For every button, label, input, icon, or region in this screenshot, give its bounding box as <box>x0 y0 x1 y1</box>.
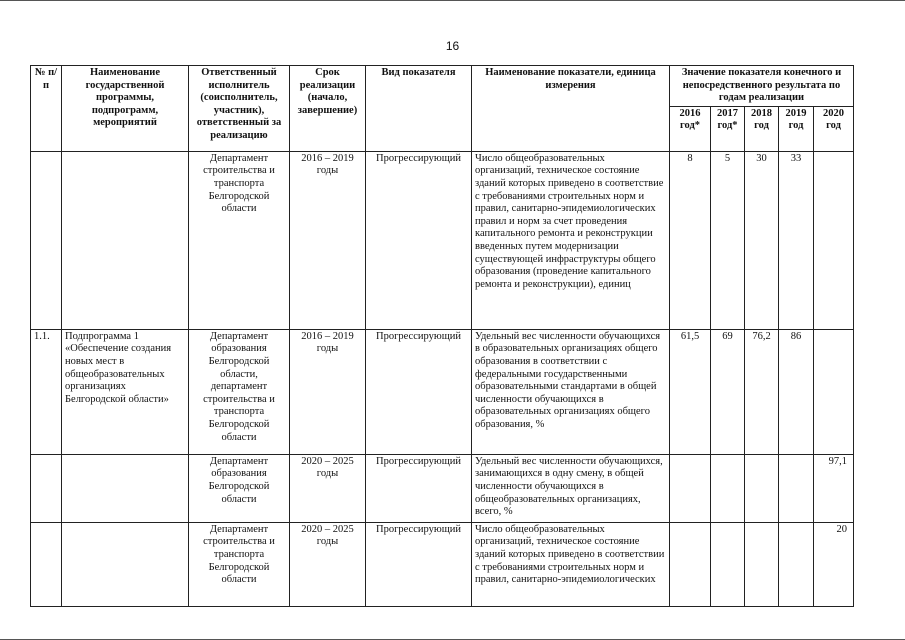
header-year-2019: 2019 год <box>779 106 814 151</box>
row-value-2020: 97,1 <box>814 454 854 522</box>
row-indicator: Число общеобразовательных организаций, техническое состояние зданий которых приведено в соответствие с требованиями строительных норм и правил, санитарно-эпидемиологических правил и норм за счет проведения капитального ремонта и реконструкции введенных путем модернизации существующей инфраструктуры общего образования (проведение капитального ремонта и реконструкции), единиц <box>472 151 670 329</box>
row-indicator: Удельный вес численности обучающихся в образовательных организациях общего образования в соответствии с федеральными государственными образовательными стандартами в общей численности обучающихся в образовательных организациях общего образования, % <box>472 329 670 454</box>
row-kind: Прогрессирующий <box>366 151 472 329</box>
row-value-2017 <box>711 454 745 522</box>
row-value-2016 <box>670 522 711 606</box>
row-num <box>31 151 62 329</box>
row-value-2017 <box>711 522 745 606</box>
row-value-2020 <box>814 151 854 329</box>
row-value-2020 <box>814 329 854 454</box>
row-value-2019 <box>779 454 814 522</box>
header-year-2018: 2018 год <box>745 106 779 151</box>
header-kind: Вид показателя <box>366 66 472 152</box>
table-row <box>31 522 854 606</box>
row-responsible: Департамент строительства и транспорта Белгородской области <box>189 522 290 606</box>
row-num <box>31 454 62 522</box>
table-row <box>31 151 854 329</box>
row-kind: Прогрессирующий <box>366 454 472 522</box>
header-name: Наименование государственной программы, подпрограмм, мероприятий <box>62 66 189 152</box>
row-value-2018 <box>745 454 779 522</box>
row-value-2017: 5 <box>711 151 745 329</box>
row-responsible: Департамент образования Белгородской области <box>189 454 290 522</box>
row-num <box>31 522 62 606</box>
row-value-2018 <box>745 522 779 606</box>
row-value-2017: 69 <box>711 329 745 454</box>
top-scan-line <box>0 0 905 1</box>
row-name <box>62 522 189 606</box>
row-term: 2020 – 2025 годы <box>290 522 366 606</box>
row-kind: Прогрессирующий <box>366 329 472 454</box>
row-name <box>62 454 189 522</box>
row-term: 2016 – 2019 годы <box>290 151 366 329</box>
row-term: 2016 – 2019 годы <box>290 329 366 454</box>
row-responsible: Департамент образования Белгородской области, департамент строительства и транспорта Белгородской области <box>189 329 290 454</box>
table-row <box>31 454 854 522</box>
header-indicator: Наименование показатели, единица измерения <box>472 66 670 152</box>
row-value-2019: 33 <box>779 151 814 329</box>
header-term: Срок реализации (начало, завершение) <box>290 66 366 152</box>
row-responsible: Департамент строительства и транспорта Белгородской области <box>189 151 290 329</box>
row-indicator: Удельный вес численности обучающихся, занимающихся в одну смену, в общей численности обучающихся в общеобразовательных организациях, всего, % <box>472 454 670 522</box>
row-kind: Прогрессирующий <box>366 522 472 606</box>
row-indicator: Число общеобразовательных организаций, техническое состояние зданий которых приведено в соответствии с требованиями строительных норм и правил, санитарно-эпидемиологических <box>472 522 670 606</box>
header-values-group: Значение показателя конечного и непосредственного результата по годам реализации <box>670 66 854 107</box>
row-name: Подпрограмма 1 «Обеспечение создания новых мест в общеобразовательных организациях Белгородской области» <box>62 329 189 454</box>
row-value-2018: 76,2 <box>745 329 779 454</box>
row-num: 1.1. <box>31 329 62 454</box>
row-value-2018: 30 <box>745 151 779 329</box>
row-value-2016: 61,5 <box>670 329 711 454</box>
row-value-2016: 8 <box>670 151 711 329</box>
row-value-2016 <box>670 454 711 522</box>
row-name <box>62 151 189 329</box>
header-year-2020: 2020 год <box>814 106 854 151</box>
header-responsible: Ответственный исполнитель (соисполнитель, участник), ответственный за реализацию <box>189 66 290 152</box>
header-num: № п/п <box>31 66 62 152</box>
row-value-2019: 86 <box>779 329 814 454</box>
header-year-2016: 2016 год* <box>670 106 711 151</box>
header-year-2017: 2017 год* <box>711 106 745 151</box>
indicators-table <box>30 65 854 607</box>
table-row <box>31 329 854 454</box>
row-value-2020: 20 <box>814 522 854 606</box>
row-term: 2020 – 2025 годы <box>290 454 366 522</box>
row-value-2019 <box>779 522 814 606</box>
page-number: 16 <box>445 39 460 53</box>
